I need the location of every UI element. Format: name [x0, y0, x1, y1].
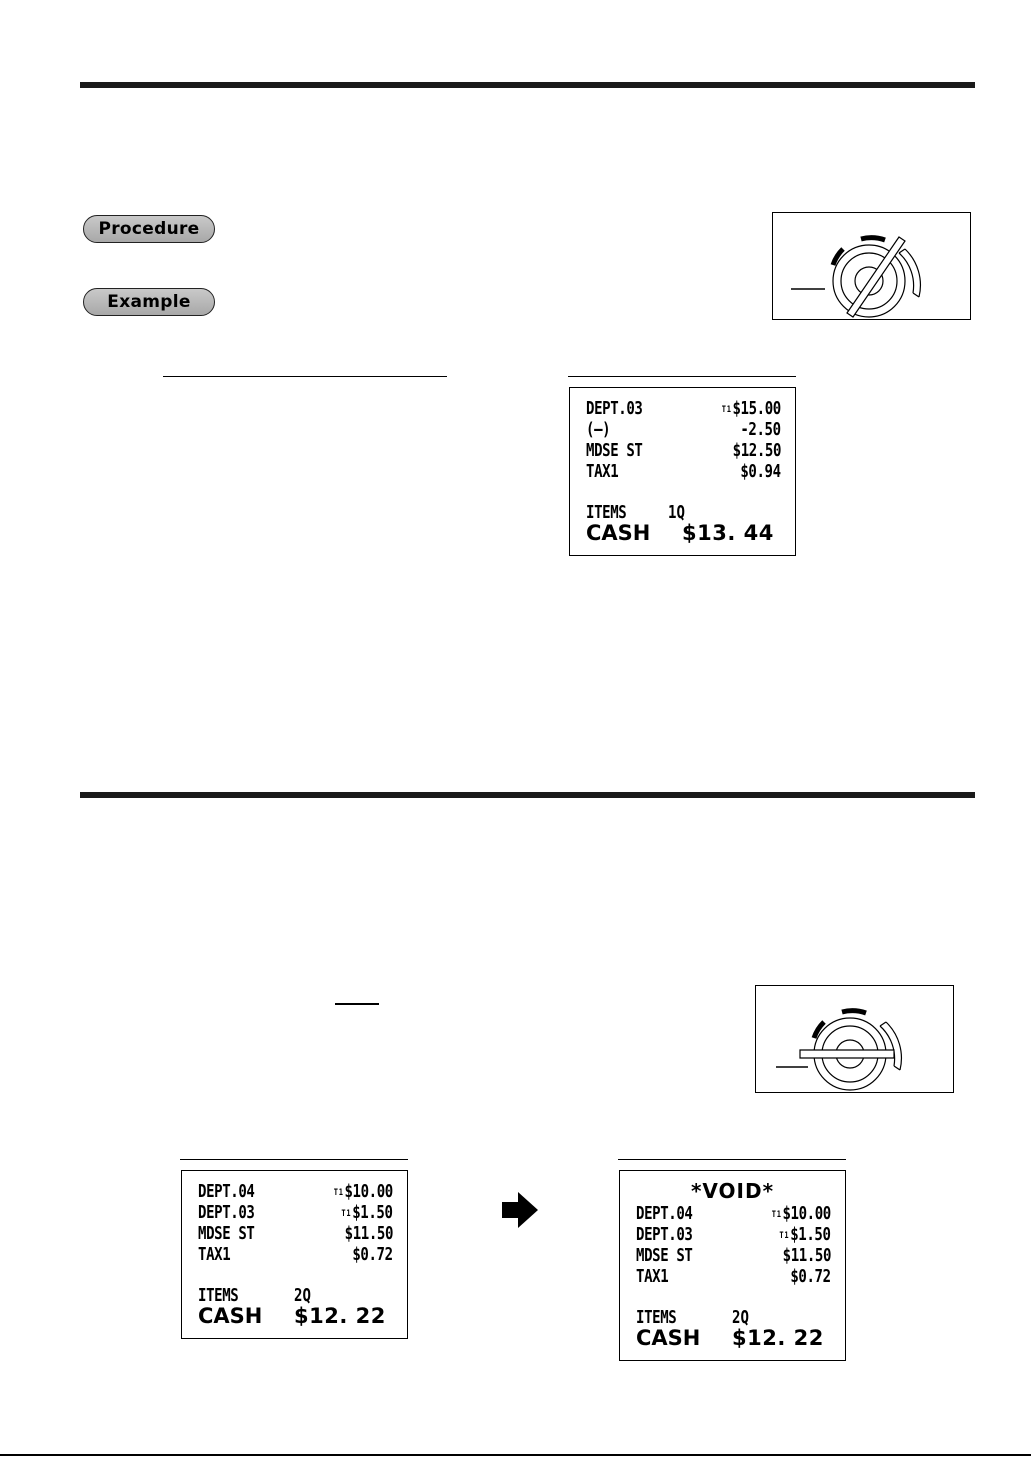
- void-header: *VOID*: [690, 1179, 775, 1203]
- section-rule-top: [80, 82, 975, 88]
- receipt-row: TAX1 $0.72: [198, 1244, 393, 1265]
- arrow-right-icon: [500, 1190, 540, 1230]
- print-rule-2: [180, 1159, 408, 1160]
- receipt-row: TAX1 $0.72: [636, 1266, 831, 1287]
- receipt-cash-row: CASH $13. 44: [586, 521, 774, 545]
- receipt-cash-row: CASH $12. 22: [198, 1304, 386, 1328]
- receipt-row: TAX1 $0.94: [586, 461, 781, 482]
- receipt-original: [181, 1170, 408, 1339]
- receipt-cash-row: CASH $12. 22: [636, 1326, 824, 1350]
- receipt-row: DEPT.03 T1$1.50: [636, 1224, 831, 1245]
- receipt-items-row: ITEMS 1Q: [586, 502, 685, 523]
- mode-switch-icon: [756, 986, 955, 1094]
- mode-switch-icon: [773, 213, 972, 321]
- section-rule-middle: [80, 792, 975, 798]
- receipt-row: MDSE ST $11.50: [636, 1245, 831, 1266]
- receipt-row: (—) -2.50: [586, 419, 781, 440]
- short-underline: [335, 1003, 379, 1005]
- receipt-row: DEPT.04 T1$10.00: [636, 1203, 831, 1224]
- print-rule-3: [618, 1159, 846, 1160]
- example-label: Example: [83, 288, 215, 316]
- receipt-row: DEPT.03 T1$15.00: [586, 398, 781, 419]
- receipt-void: [619, 1170, 846, 1361]
- page-bottom-rule: [0, 1454, 1031, 1456]
- receipt-items-row: ITEMS 2Q: [198, 1285, 311, 1306]
- receipt-row: DEPT.04 T1$10.00: [198, 1181, 393, 1202]
- mode-key-diagram-2: [755, 985, 954, 1093]
- procedure-label: Procedure: [83, 215, 215, 243]
- receipt-items-row: ITEMS 2Q: [636, 1307, 749, 1328]
- receipt-discount: [569, 387, 796, 556]
- key-operation-rule-1: [163, 376, 447, 377]
- receipt-row: DEPT.03 T1$1.50: [198, 1202, 393, 1223]
- print-rule-1: [568, 376, 796, 377]
- receipt-row: MDSE ST $12.50: [586, 440, 781, 461]
- mode-key-diagram-1: [772, 212, 971, 320]
- receipt-row: MDSE ST $11.50: [198, 1223, 393, 1244]
